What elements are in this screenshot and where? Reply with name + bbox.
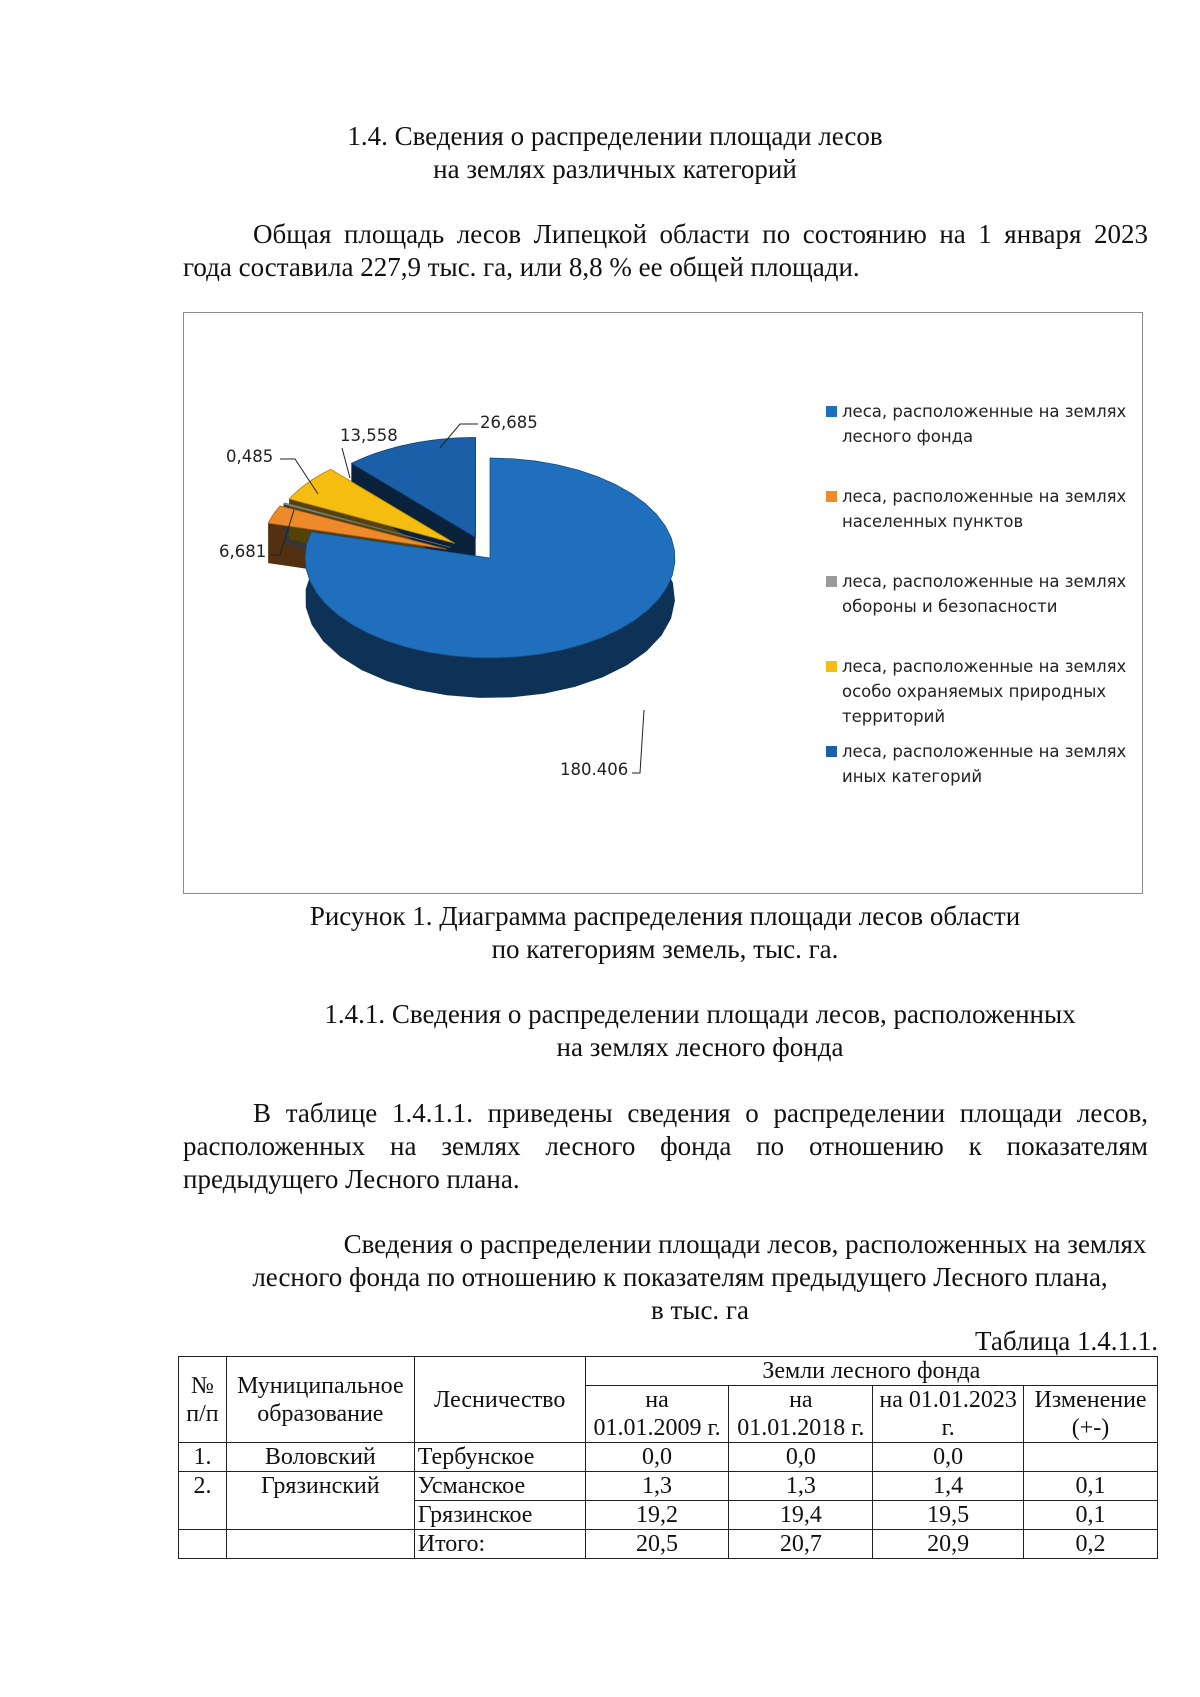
table-title-line: лесного фонда по отношению к показателям предыдущего Лесного плана, xyxy=(252,1262,1108,1292)
legend-label-line: территорий xyxy=(842,707,946,726)
data-label-leader xyxy=(342,448,350,478)
data-label: 6,681 xyxy=(219,542,267,561)
legend-label xyxy=(826,484,1136,534)
heading-line: на землях лесного фонда xyxy=(556,1032,844,1062)
table-title xyxy=(200,1228,1160,1327)
legend-swatch xyxy=(826,661,837,672)
data-label-leader xyxy=(632,710,644,773)
table-title-line: Сведения о распределении площади лесов, расположенных на землях xyxy=(343,1229,1147,1259)
cell-municipality xyxy=(226,1530,414,1559)
cell-forestry: Тербунское xyxy=(414,1443,585,1472)
table-label: Таблица 1.4.1.1. xyxy=(975,1326,1158,1356)
legend-label-line: леса, расположенные на землях xyxy=(842,402,1127,421)
cell-change xyxy=(1024,1443,1158,1472)
legend-label xyxy=(826,569,1136,619)
caption-line: Рисунок 1. Диаграмма распределения площади лесов области xyxy=(309,901,1021,931)
data-label: 180.406 xyxy=(560,760,629,779)
cell-value: 1,4 xyxy=(873,1472,1024,1501)
legend-item xyxy=(826,654,1136,729)
legend-label-line: населенных пунктов xyxy=(842,512,1024,531)
cell-value: 20,7 xyxy=(729,1530,873,1559)
heading-line: 1.4. Сведения о распределении площади лесов xyxy=(347,121,883,151)
header-2023: на 01.01.2023 г. xyxy=(873,1386,1024,1443)
legend-item xyxy=(826,569,1136,619)
cell-change: 0,1 xyxy=(1024,1501,1158,1530)
legend-label xyxy=(826,654,1136,729)
table-title-line: в тыс. га xyxy=(651,1295,749,1325)
paragraph-line: Общая площадь лесов Липецкой области по состоянию на 1 января 2023 xyxy=(253,219,1148,249)
paragraph-line: предыдущего Лесного плана. xyxy=(183,1164,520,1194)
cell-value: 0,0 xyxy=(585,1443,729,1472)
legend-item xyxy=(826,739,1136,789)
table-header-row xyxy=(179,1357,1158,1386)
legend-label-line: лесного фонда xyxy=(842,427,974,446)
legend-label-line: леса, расположенные на землях xyxy=(842,742,1127,761)
legend-item xyxy=(826,484,1136,534)
legend-item xyxy=(826,399,1136,449)
header-2018: на 01.01.2018 г. xyxy=(729,1386,873,1443)
legend-label-line: обороны и безопасности xyxy=(842,597,1058,616)
legend-label xyxy=(826,399,1136,449)
cell-num xyxy=(179,1530,227,1559)
cell-forestry: Итого: xyxy=(414,1530,585,1559)
paragraph-line: расположенных на землях лесного фонда по отношению к показателям xyxy=(183,1131,1148,1161)
forest-area-table xyxy=(178,1356,1158,1559)
legend-label xyxy=(826,739,1136,789)
cell-value: 1,3 xyxy=(585,1472,729,1501)
cell-value: 0,0 xyxy=(729,1443,873,1472)
header-group: Земли лесного фонда xyxy=(585,1357,1157,1386)
heading-line: на землях различных категорий xyxy=(433,154,797,184)
cell-forestry: Усманское xyxy=(414,1472,585,1501)
cell-value: 19,4 xyxy=(729,1501,873,1530)
header-change: Изменение (+-) xyxy=(1024,1386,1158,1443)
cell-municipality: Воловский xyxy=(226,1443,414,1472)
paragraph-line: года составила 227,9 тыс. га, или 8,8 % ее общей площади. xyxy=(183,252,860,282)
cell-value: 19,2 xyxy=(585,1501,729,1530)
cell-num: 2. xyxy=(179,1472,227,1530)
legend-swatch xyxy=(826,491,837,502)
heading-line: 1.4.1. Сведения о распределении площади лесов, расположенных xyxy=(324,999,1076,1029)
header-forestry: Лесничество xyxy=(414,1357,585,1443)
table-row xyxy=(179,1472,1158,1501)
cell-value: 20,5 xyxy=(585,1530,729,1559)
legend-label-line: леса, расположенные на землях xyxy=(842,657,1127,676)
caption-line: по категориям земель, тыс. га. xyxy=(491,934,839,964)
table-row xyxy=(179,1443,1158,1472)
legend-label-line: особо охраняемых природных xyxy=(842,682,1107,701)
header-2009: на 01.01.2009 г. xyxy=(585,1386,729,1443)
cell-value: 20,9 xyxy=(873,1530,1024,1559)
cell-num: 1. xyxy=(179,1443,227,1472)
legend-label-line: иных категорий xyxy=(842,767,983,786)
data-label: 26,685 xyxy=(480,413,538,432)
legend-label-line: леса, расположенные на землях xyxy=(842,572,1127,591)
figure-caption xyxy=(290,900,1040,966)
legend-label-line: леса, расположенные на землях xyxy=(842,487,1127,506)
legend-swatch xyxy=(826,746,837,757)
cell-municipality: Грязинский xyxy=(226,1472,414,1530)
cell-value: 0,0 xyxy=(873,1443,1024,1472)
data-label: 13,558 xyxy=(340,426,398,445)
cell-forestry: Грязинское xyxy=(414,1501,585,1530)
cell-change: 0,2 xyxy=(1024,1530,1158,1559)
cell-value: 19,5 xyxy=(873,1501,1024,1530)
table-intro-paragraph xyxy=(183,1097,1148,1196)
data-label: 0,485 xyxy=(226,447,274,466)
cell-change: 0,1 xyxy=(1024,1472,1158,1501)
subsection-heading xyxy=(270,998,1130,1064)
table-total-row xyxy=(179,1530,1158,1559)
header-municipality: Муниципальное образование xyxy=(226,1357,414,1443)
cell-value: 1,3 xyxy=(729,1472,873,1501)
paragraph-line: В таблице 1.4.1.1. приведены сведения о распределении площади лесов, xyxy=(253,1098,1148,1128)
legend-swatch xyxy=(826,406,837,417)
header-num: № п/п xyxy=(179,1357,227,1443)
legend-swatch xyxy=(826,576,837,587)
